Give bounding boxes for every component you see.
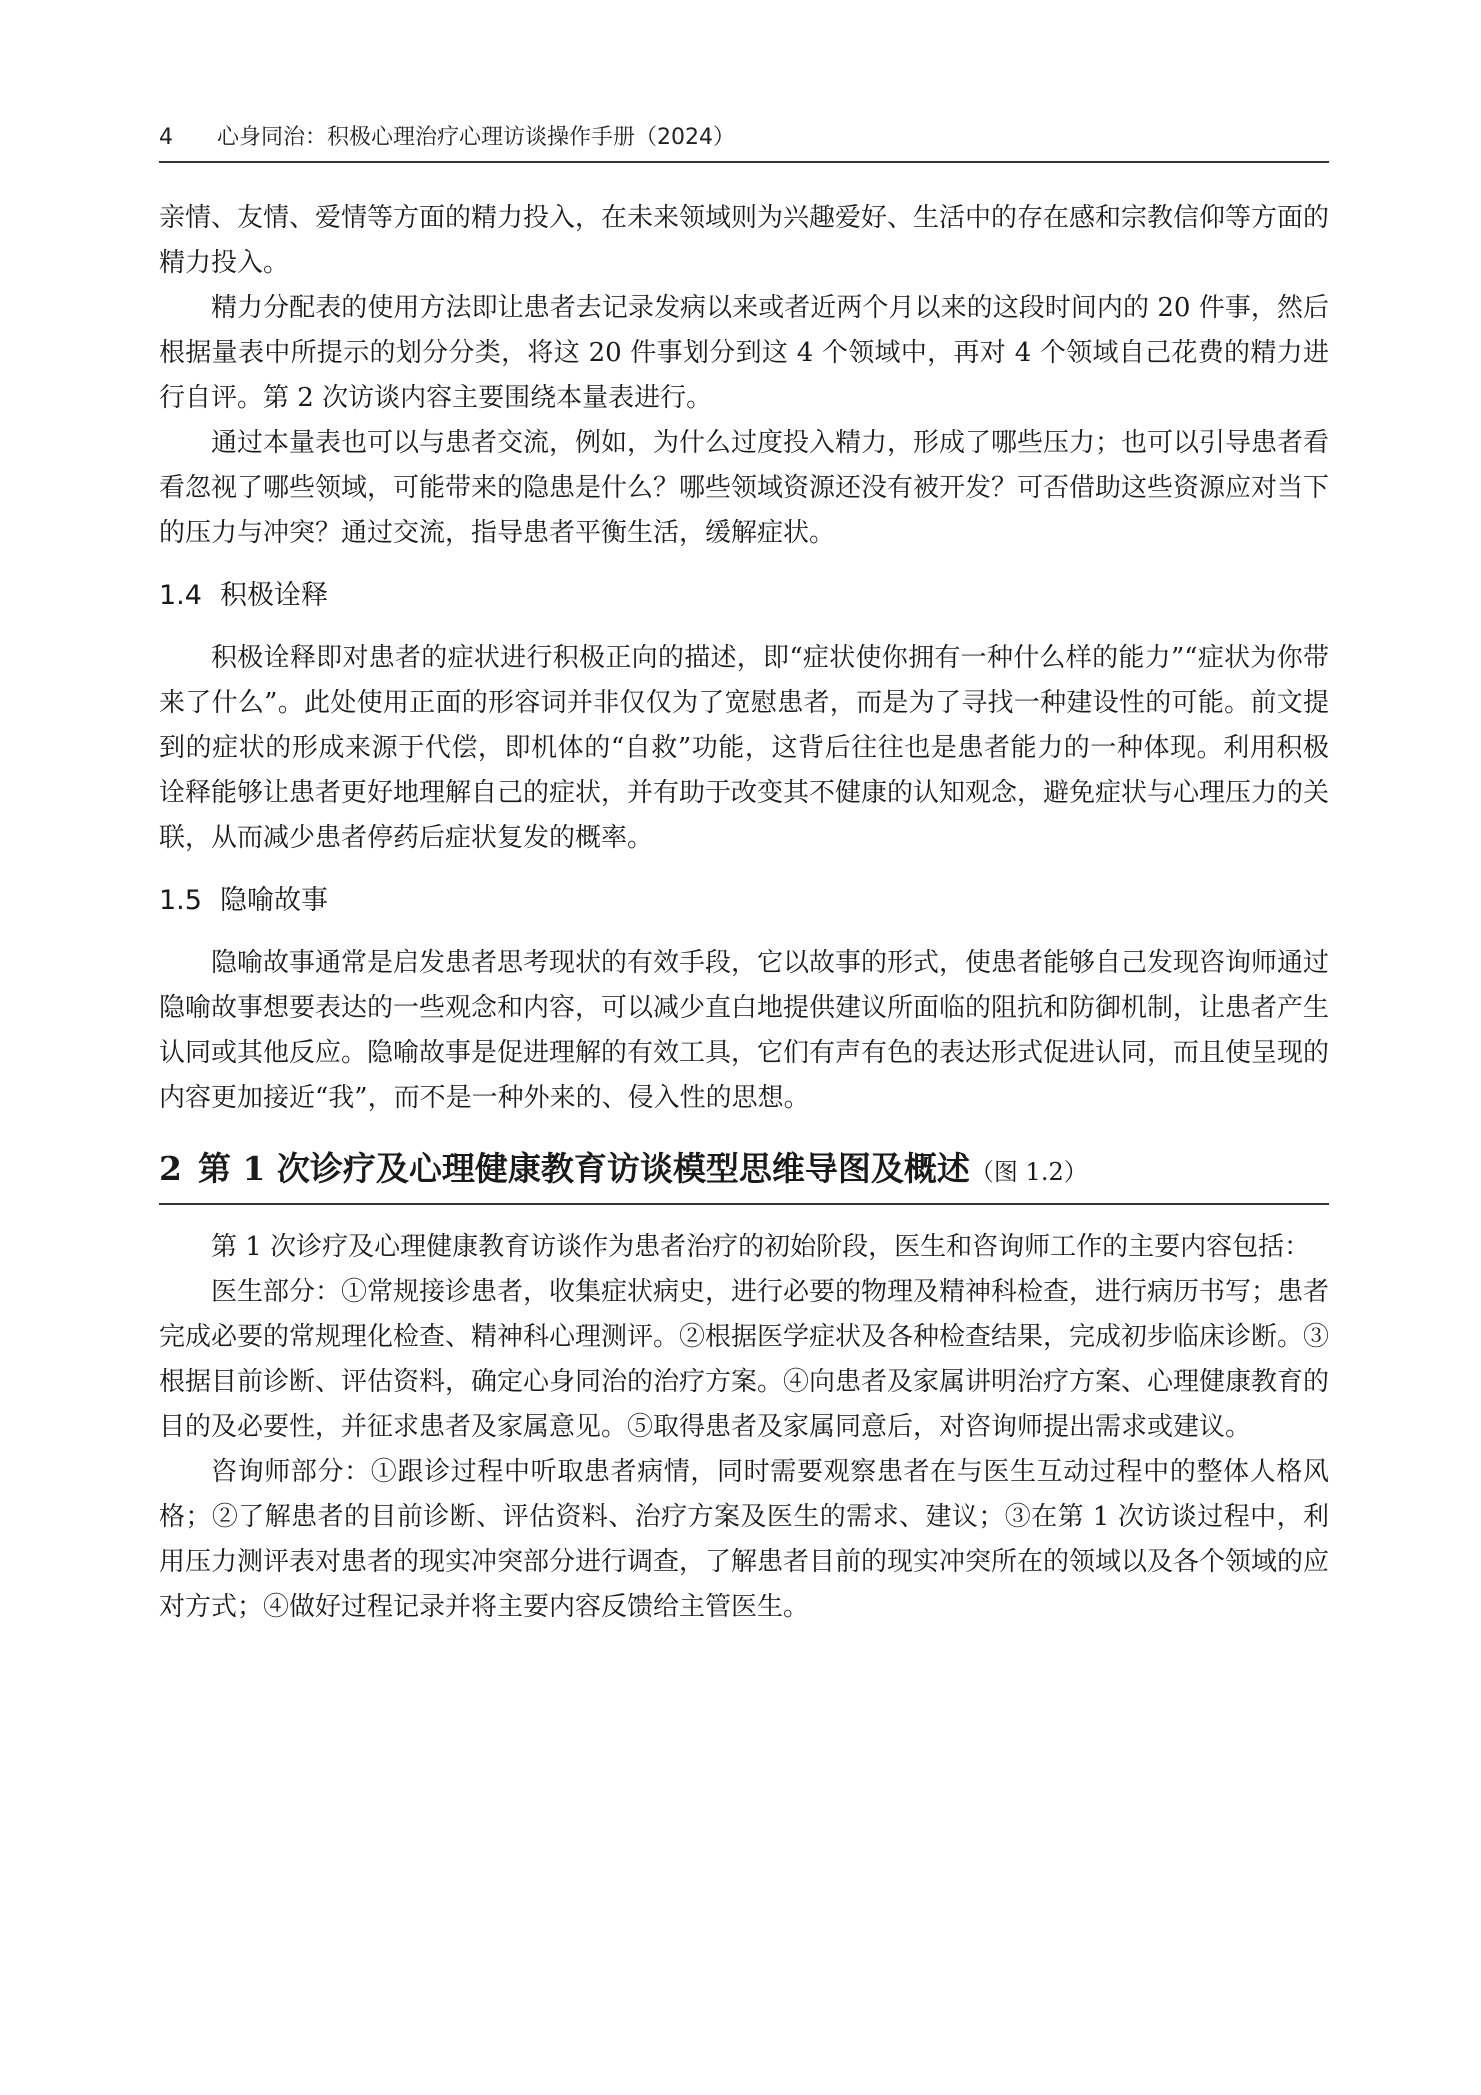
book-title: 心身同治：积极心理治疗心理访谈操作手册（2024） (217, 125, 735, 150)
paragraph-continued: 亲情、友情、爱情等方面的精力投入，在未来领域则为兴趣爱好、生活中的存在感和宗教信仰等方面的精力投入。 (159, 203, 1330, 278)
subsection-number: 1.4 (159, 580, 202, 611)
subsection-title: 隐喻故事 (219, 885, 328, 916)
paragraph-doctor-part: 医生部分：①常规接诊患者，收集症状病史，进行必要的物理及精神科检查，进行病历书写；患者完成必要的常规理化检查、精神科心理测评。②根据医学症状及各种检查结果，完成初步临床诊断。③根据目前诊断、评估资料，确定心身同治的治疗方案。④向患者及家属讲明治疗方案、心理健康教育的目的及必要性，并征求患者及家属意见。⑤取得患者及家属同意后，对咨询师提出需求或建议。 (159, 1277, 1330, 1442)
section-title: 第 1 次诊疗及心理健康教育访谈模型思维导图及概述 (197, 1149, 970, 1188)
paragraph: 积极诠释即对患者的症状进行积极正向的描述，即“症状使你拥有一种什么样的能力”“症状为你带来了什么”。此处使用正面的形容词并非仅仅为了宽慰患者，而是为了寻找一种建设性的可能。前文提到的症状的形成来源于代偿，即机体的“自救”功能，这背后往往也是患者能力的一种体现。利用积极诠释能够让患者更好地理解自己的症状，并有助于改变其不健康的认知观念，避免症状与心理压力的关联，从而减少患者停药后症状复发的概率。 (159, 643, 1330, 853)
paragraph: 隐喻故事通常是启发患者思考现状的有效手段，它以故事的形式，使患者能够自己发现咨询师通过隐喻故事想要表达的一些观念和内容，可以减少直白地提供建议所面临的阻抗和防御机制，让患者产生认同或其他反应。隐喻故事是促进理解的有效工具，它们有声有色的表达形式促进认同，而且使呈现的内容更加接近“我”，而不是一种外来的、侵入性的思想。 (159, 948, 1330, 1113)
subsection-heading-1-4 (159, 566, 1329, 626)
running-header (159, 118, 1329, 158)
subsection-heading-1-5 (159, 871, 1329, 931)
section-heading-2 (159, 1139, 1329, 1205)
subsection-number: 1.5 (159, 885, 202, 916)
figure-reference: （图 1.2） (969, 1158, 1088, 1186)
paragraph: 第 1 次诊疗及心理健康教育访谈作为患者治疗的初始阶段，医生和咨询师工作的主要内容包括： (211, 1232, 1311, 1262)
header-rule (159, 161, 1329, 163)
section-number: 2 (159, 1149, 182, 1188)
subsection-title: 积极诠释 (219, 580, 328, 611)
paragraph: 精力分配表的使用方法即让患者去记录发病以来或者近两个月以来的这段时间内的 20 件事，然后根据量表中所提示的划分分类，将这 20 件事划分到这 4 个领域中，再对 4 个领域自己花费的精力进行自评。第 2 次访谈内容主要围绕本量表进行。 (159, 293, 1329, 413)
paragraph-counselor-part: 咨询师部分：①跟诊过程中听取患者病情，同时需要观察患者在与医生互动过程中的整体人格风格；②了解患者的目前诊断、评估资料、治疗方案及医生的需求、建议；③在第 1 次访谈过程中，利用压力测评表对患者的现实冲突部分进行调查，了解患者目前的现实冲突所在的领域以及各个领域的应对方式；④做好过程记录并将主要内容反馈给主管医生。 (159, 1457, 1330, 1622)
page-body (159, 196, 1329, 1630)
page-number: 4 (159, 125, 173, 150)
paragraph: 通过本量表也可以与患者交流，例如，为什么过度投入精力，形成了哪些压力；也可以引导患者看看忽视了哪些领域，可能带来的隐患是什么？哪些领域资源还没有被开发？可否借助这些资源应对当下的压力与冲突？通过交流，指导患者平衡生活，缓解症状。 (159, 428, 1330, 548)
